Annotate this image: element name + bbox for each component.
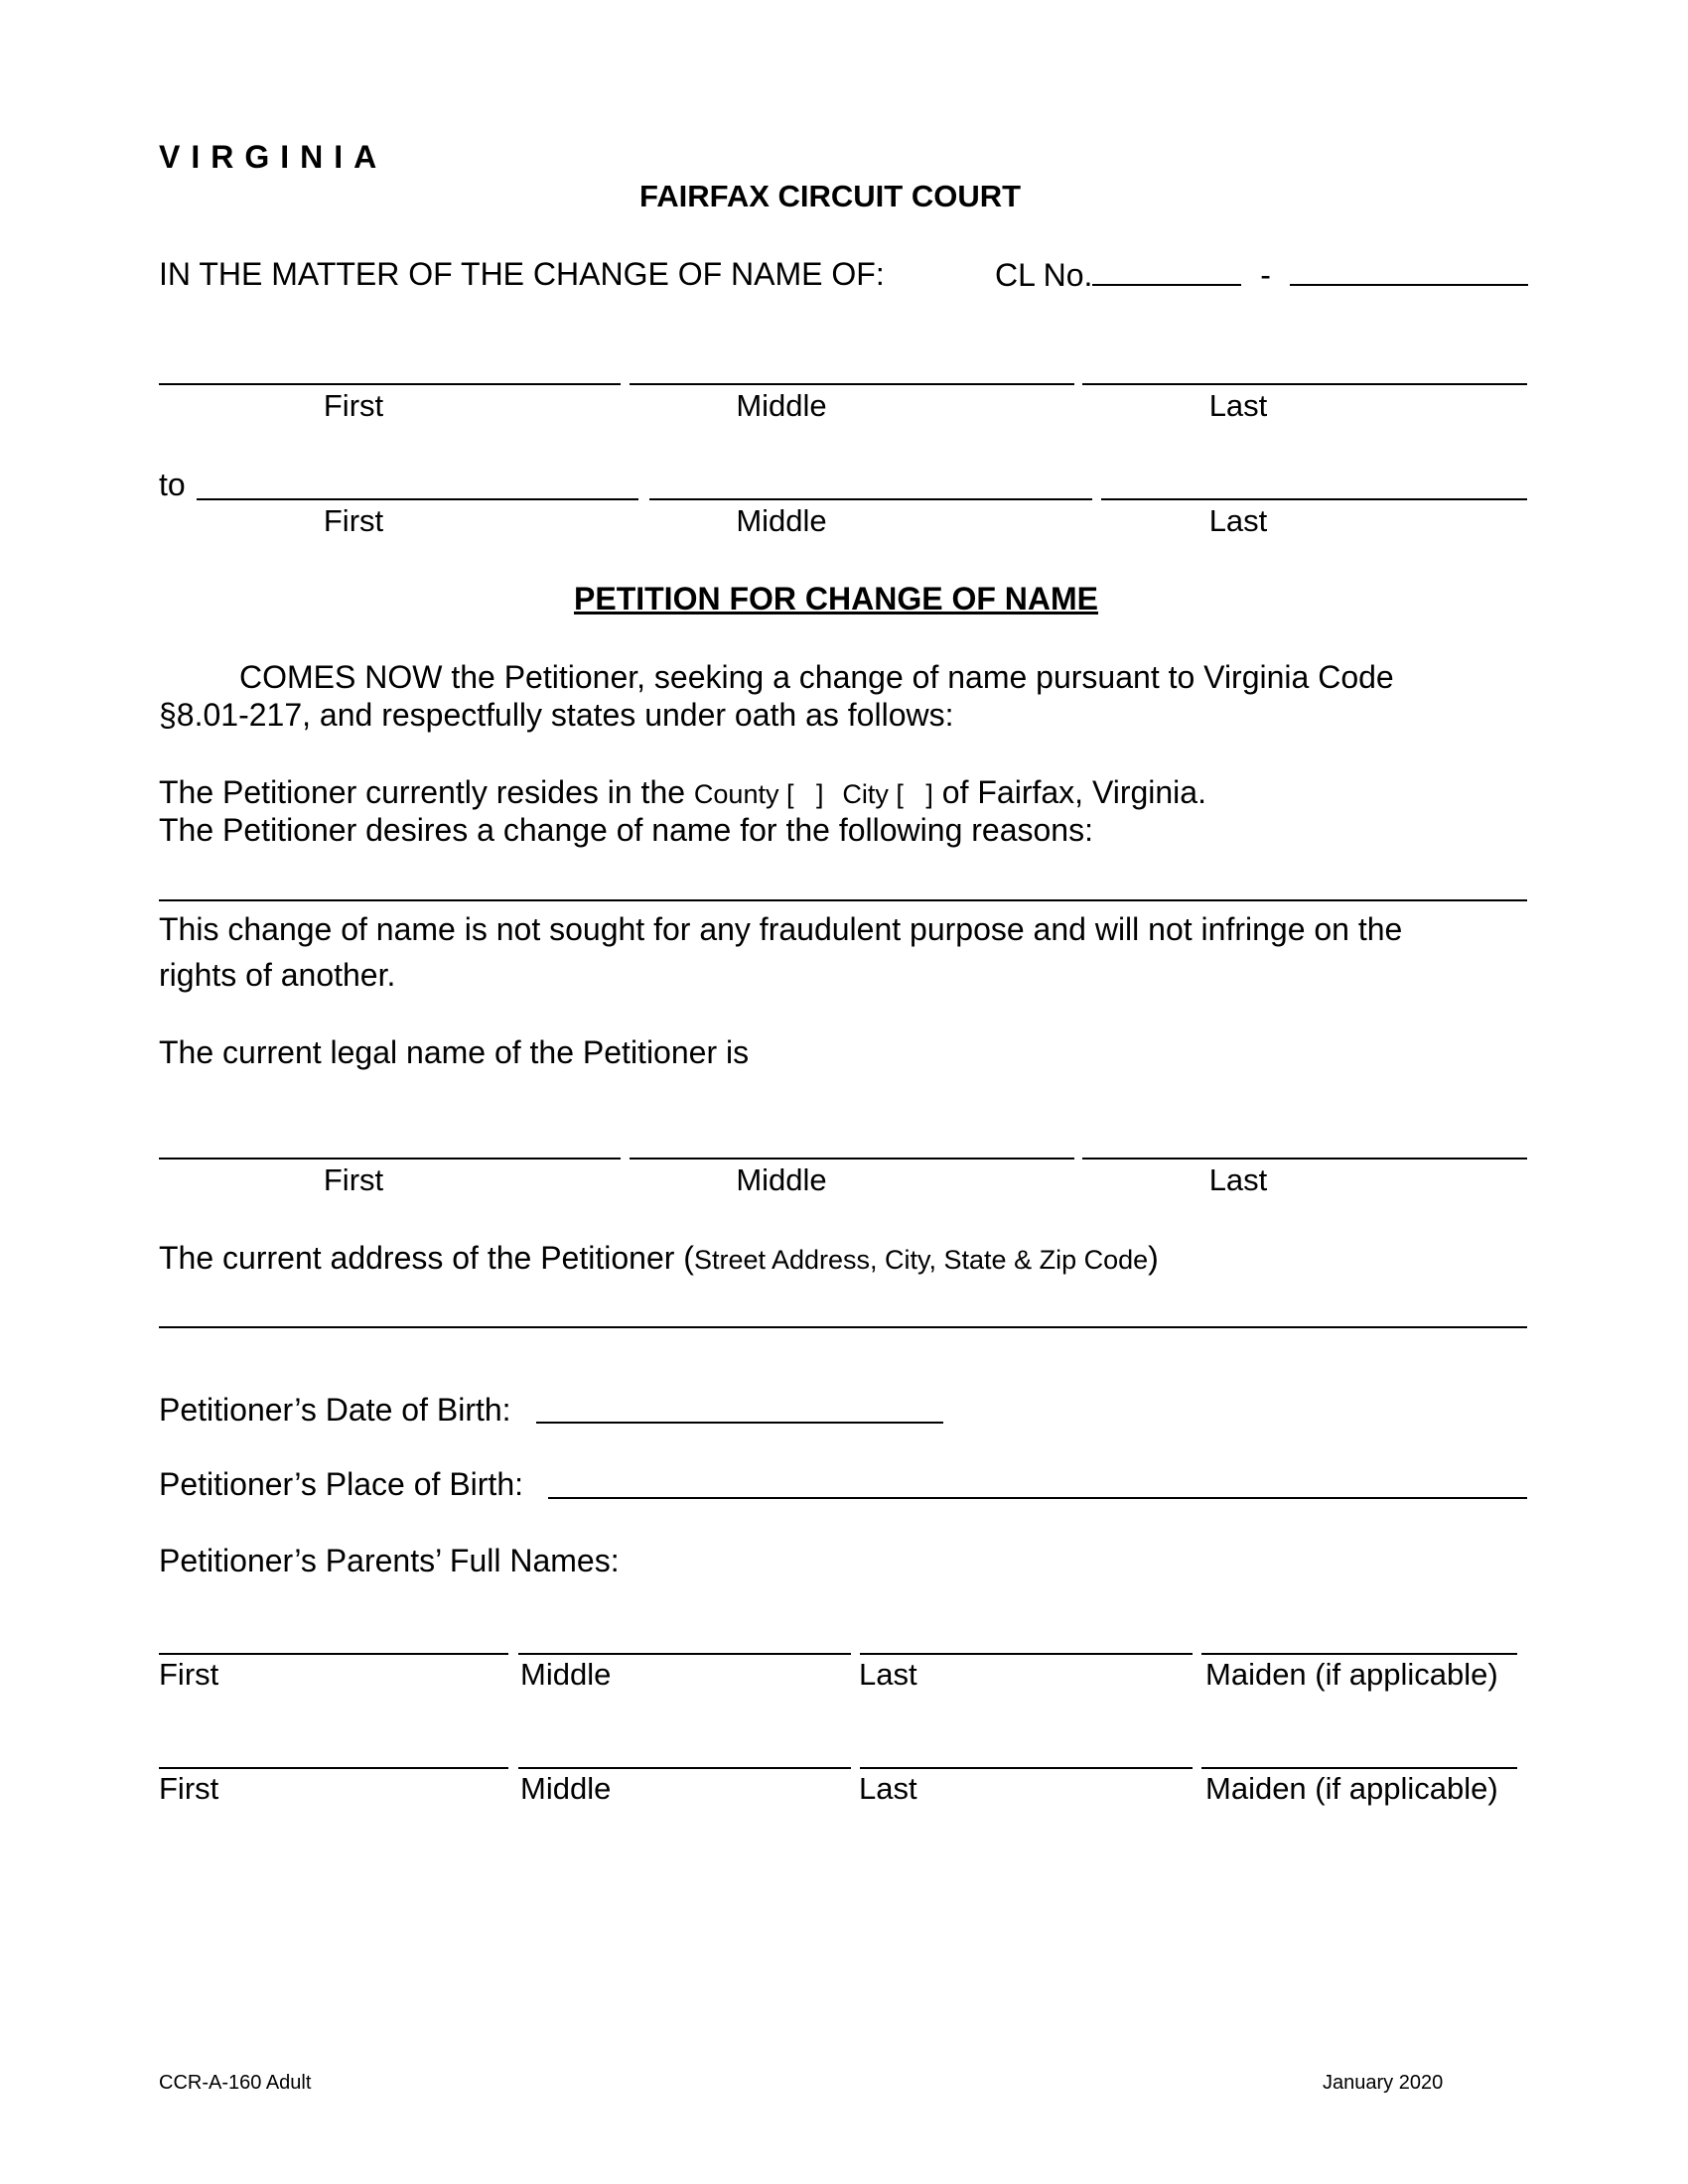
address-field[interactable]: [159, 1326, 1527, 1328]
parent2-middle-name-field[interactable]: [518, 1767, 851, 1769]
form-id: CCR-A-160 Adult: [159, 2072, 312, 2094]
fraud-statement-line-2: rights of another.: [159, 957, 396, 993]
county-checkbox[interactable]: County [ ]: [693, 779, 824, 809]
parent1-middle-name-field[interactable]: [518, 1653, 851, 1655]
court-name: FAIRFAX CIRCUIT COURT: [639, 179, 1022, 213]
parent2-first-label: First: [159, 1771, 219, 1806]
reasons-label: The Petitioner desires a change of name for the following reasons:: [159, 812, 1093, 848]
from-first-name-field[interactable]: [159, 383, 621, 385]
parent1-first-label: First: [159, 1657, 219, 1692]
address-label-line: [159, 1240, 1159, 1276]
address-label: The current address of the Petitioner (: [159, 1240, 694, 1276]
dob-label: Petitioner’s Date of Birth:: [159, 1392, 511, 1428]
state-heading: VIRGINIA: [159, 139, 388, 175]
parent2-last-name-field[interactable]: [860, 1767, 1193, 1769]
current-first-name-field[interactable]: [159, 1158, 621, 1160]
to-middle-name-field[interactable]: [649, 498, 1092, 500]
from-middle-label: Middle: [736, 388, 827, 423]
parent2-last-label: Last: [859, 1771, 917, 1806]
to-last-name-field[interactable]: [1101, 498, 1527, 500]
residence-prefix: The Petitioner currently resides in the: [159, 774, 686, 810]
from-last-label: Last: [1208, 388, 1268, 423]
from-middle-name-field[interactable]: [630, 383, 1074, 385]
form-date: January 2020: [1323, 2072, 1444, 2094]
parent2-first-name-field[interactable]: [159, 1767, 508, 1769]
pob-label: Petitioner’s Place of Birth:: [159, 1466, 523, 1502]
parent1-middle-label: Middle: [520, 1657, 612, 1692]
parent2-maiden-name-field[interactable]: [1201, 1767, 1517, 1769]
from-first-label: First: [323, 388, 384, 423]
residence-line: [159, 774, 1206, 810]
to-last-label: Last: [1208, 503, 1268, 538]
petition-title: PETITION FOR CHANGE OF NAME: [574, 581, 1098, 616]
to-first-name-field[interactable]: [197, 498, 638, 500]
intro-line-2: §8.01-217, and respectfully states under oath as follows:: [159, 697, 954, 733]
city-checkbox[interactable]: City [ ]: [842, 779, 933, 809]
cl-number-field-1[interactable]: [1092, 256, 1241, 286]
current-name-label: The current legal name of the Petitioner is: [159, 1034, 750, 1070]
from-last-name-field[interactable]: [1082, 383, 1527, 385]
matter-label: IN THE MATTER OF THE CHANGE OF NAME OF:: [159, 256, 885, 292]
to-middle-label: Middle: [736, 503, 827, 538]
address-close: ): [1148, 1240, 1159, 1276]
fraud-statement-line-1: This change of name is not sought for any fraudulent purpose and will not infringe on the: [159, 911, 1403, 947]
residence-suffix: of Fairfax, Virginia.: [941, 774, 1206, 810]
dob-field[interactable]: [536, 1422, 943, 1424]
intro-line-1: COMES NOW the Petitioner, seeking a change of name pursuant to Virginia Code: [239, 659, 1394, 695]
parents-label: Petitioner’s Parents’ Full Names:: [159, 1543, 620, 1578]
current-last-name-field[interactable]: [1082, 1158, 1527, 1160]
cl-number-field-2[interactable]: [1290, 256, 1528, 286]
to-label: to: [159, 467, 186, 502]
to-first-label: First: [323, 503, 384, 538]
parent1-first-name-field[interactable]: [159, 1653, 508, 1655]
parent1-last-label: Last: [859, 1657, 917, 1692]
parent1-maiden-name-field[interactable]: [1201, 1653, 1517, 1655]
parent1-last-name-field[interactable]: [860, 1653, 1193, 1655]
parent2-maiden-label: Maiden (if applicable): [1205, 1771, 1498, 1806]
cl-label: CL No.: [995, 257, 1093, 293]
address-hint: Street Address, City, State & Zip Code: [693, 1245, 1149, 1275]
case-number: [995, 256, 1528, 293]
parent2-middle-label: Middle: [520, 1771, 612, 1806]
cl-separator: -: [1260, 257, 1271, 293]
current-last-label: Last: [1208, 1162, 1268, 1197]
current-middle-label: Middle: [736, 1162, 827, 1197]
pob-field[interactable]: [548, 1497, 1527, 1499]
reasons-field[interactable]: [159, 899, 1527, 901]
parent1-maiden-label: Maiden (if applicable): [1205, 1657, 1498, 1692]
current-first-label: First: [323, 1162, 384, 1197]
current-middle-name-field[interactable]: [630, 1158, 1074, 1160]
